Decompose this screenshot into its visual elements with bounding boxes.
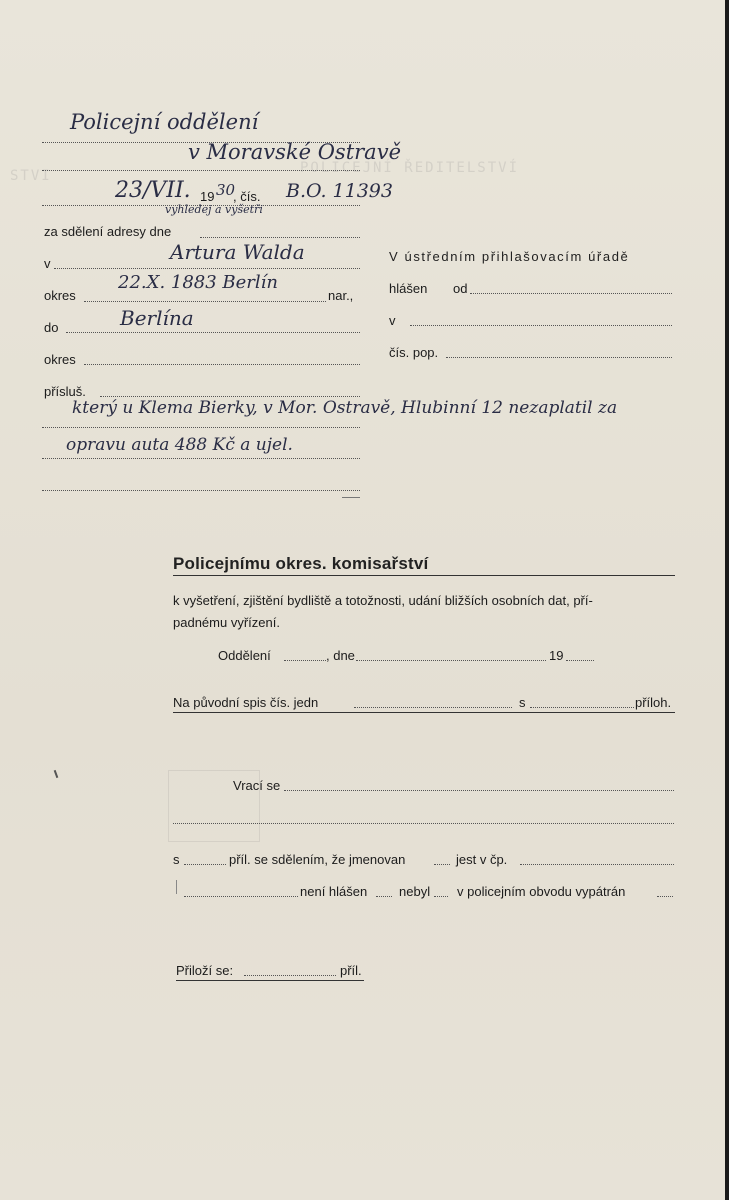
slash-mark [176, 880, 178, 894]
cp-dots [520, 864, 674, 865]
okres2-label: okres [44, 352, 76, 367]
dne-dots [356, 660, 546, 661]
cis-label: , čís. [233, 189, 261, 204]
jest-v-cp-label: jest v čp. [456, 852, 508, 867]
vraci-dots [284, 790, 674, 791]
hlasen-dots [376, 896, 392, 897]
vraci-dots-2 [173, 823, 674, 824]
office-line1: Policejní oddělení [70, 110, 259, 134]
date-handwritten: 23/VII. [115, 178, 191, 203]
k-vysetreni-text: k vyšetření, zjištění bydliště a totožnosti, udání bližších osobních dat, pří- [173, 593, 593, 608]
inquiry-note: vyhledej a vyšetři [165, 203, 263, 216]
neni-dots [184, 896, 298, 897]
prislus-label: přísluš. [44, 384, 86, 399]
od-dots [470, 293, 672, 294]
cis-pop-label: čís. pop. [389, 345, 439, 360]
priloh-label: příloh. [635, 695, 672, 710]
scan-edge [725, 0, 729, 1200]
remark-line1-dots [42, 427, 360, 428]
dash-mark [342, 497, 360, 498]
section-heading: Policejnímu okres. komisařství [173, 554, 429, 573]
nebyl-dots [434, 896, 448, 897]
za-sdeleni-label: za sdělení adresy dne [44, 224, 172, 239]
vypatran-dots [657, 896, 673, 897]
oddeleni-dots [284, 660, 326, 661]
name-dots [54, 268, 360, 269]
file-number: B.O. 11393 [286, 180, 393, 202]
prilozi-underline [176, 980, 364, 981]
od-label: od [453, 281, 468, 296]
birth-dots [84, 301, 326, 302]
heading-underline [173, 575, 675, 576]
year19-label: 19 [549, 648, 564, 663]
padnemu-text: padnému vyřízení. [173, 615, 280, 630]
do-label: do [44, 320, 59, 335]
puvodni-label: Na původní spis čís. jedn [173, 695, 319, 710]
s2-dots [184, 864, 226, 865]
hlasen-label: hlášen [389, 281, 428, 296]
nar-label: nar., [328, 288, 354, 303]
okres-label: okres [44, 288, 76, 303]
remark-line1: který u Klema Bierky, v Mor. Ostravě, Hlubinní 12 nezaplatil za [72, 398, 618, 418]
to-place: Berlína [120, 306, 194, 330]
s-label: s [519, 695, 526, 710]
remark-line2-dots [42, 458, 360, 459]
dne-label: , dne [326, 648, 355, 663]
prislus-dots [100, 396, 360, 397]
s-dots [530, 707, 634, 708]
okres2-dots [84, 364, 360, 365]
puvodni-dots [354, 707, 512, 708]
za-sdeleni-dots [200, 237, 360, 238]
v-policejnim-label: v policejním obvodu vypátrán [457, 884, 626, 899]
ghost-stamp-left: STVI [10, 168, 52, 184]
neni-hlasen-label: není hlášen [300, 884, 368, 899]
birth-info: 22.X. 1883 Berlín [118, 272, 279, 293]
ustredni-heading: V ústředním přihlašovacím úřadě [389, 249, 630, 264]
puvodni-underline [173, 712, 675, 713]
v2-label: v [389, 313, 396, 328]
do-dots [66, 332, 360, 333]
vraci-label: Vrací se [233, 778, 281, 793]
office-line2: v Moravské Ostravě [188, 140, 401, 164]
remark-line3-dots [42, 490, 360, 491]
year-prefix: 19 [200, 189, 215, 204]
person-name: Artura Walda [170, 240, 305, 264]
remark-line2: opravu auta 488 Kč a ujel. [66, 435, 293, 455]
margin-tick [54, 770, 59, 778]
nebyl-label: nebyl [399, 884, 431, 899]
office-line2-dots [42, 170, 360, 171]
pril-end-label: příl. [340, 963, 362, 978]
cis-pop-dots [446, 357, 672, 358]
year19-dots [566, 660, 594, 661]
oddeleni-label: Oddělení [218, 648, 271, 663]
v-label: v [44, 256, 51, 271]
year-suffix: 30 [216, 181, 236, 199]
jmenovan-dots [434, 864, 450, 865]
v2-dots [410, 325, 672, 326]
prilozi-dots [244, 975, 336, 976]
s2-label: s [173, 852, 180, 867]
ghost-stamp-center: POLICEJNÍ ŘEDITELSTVÍ [300, 160, 520, 176]
pril-sdelenim-label: příl. se sdělením, že jmenovan [229, 852, 406, 867]
prilozi-label: Přiloží se: [176, 963, 234, 978]
